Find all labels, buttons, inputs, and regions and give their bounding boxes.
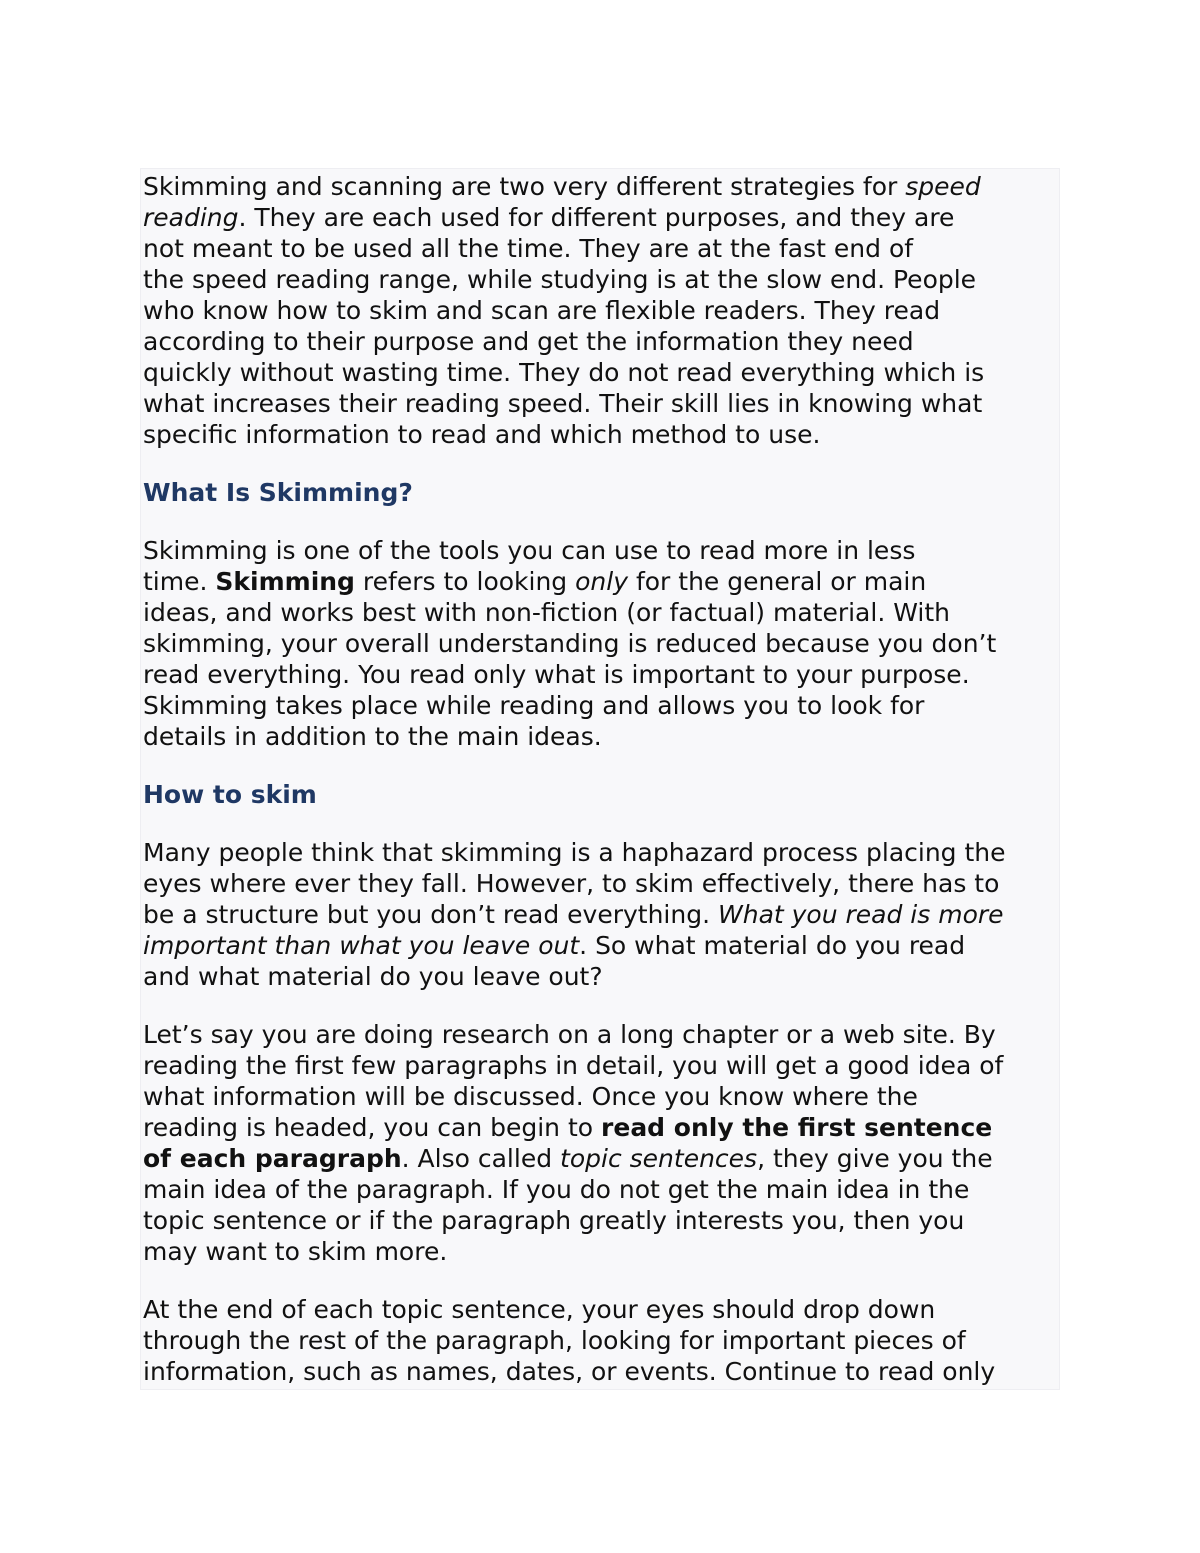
emphasis-text: important than what you leave out: [143, 931, 580, 960]
text-line: ideas, and works best with non-fiction (or factual) material. With: [143, 598, 950, 627]
text-line: information, such as names, dates, or events. Continue to read only: [143, 1357, 996, 1386]
text-line: the speed reading range, while studying is at the slow end. People: [143, 265, 977, 294]
text-line: Skimming and scanning are two very different strategies for speed: [143, 172, 981, 201]
text-line: through the rest of the paragraph, looking for important pieces of: [143, 1326, 966, 1355]
paragraph-skimming-definition: [143, 535, 1055, 752]
text-line: what increases their reading speed. Their skill lies in knowing what: [143, 389, 983, 418]
text-line: quickly without wasting time. They do not read everything which is: [143, 358, 985, 387]
paragraph-intro: [143, 171, 1055, 450]
text-line: time. Skimming refers to looking only for the general or main: [143, 567, 927, 596]
text-line: reading. They are each used for different purposes, and they are: [143, 203, 955, 232]
text-line: read everything. You read only what is important to your purpose.: [143, 660, 970, 689]
text-line: not meant to be used all the time. They are at the fast end of: [143, 234, 914, 263]
text-line: who know how to skim and scan are flexible readers. They read: [143, 296, 941, 325]
text-line: specific information to read and which method to use.: [143, 420, 821, 449]
text-line: Skimming is one of the tools you can use to read more in less: [143, 536, 916, 565]
text-line: Many people think that skimming is a haphazard process placing the: [143, 838, 1006, 867]
heading-what-is-skimming: What Is Skimming?: [143, 478, 413, 507]
text-line: be a structure but you don’t read everything. What you read is more: [143, 900, 1004, 929]
text-line: skimming, your overall understanding is reduced because you don’t: [143, 629, 997, 658]
text-line: At the end of each topic sentence, your eyes should drop down: [143, 1295, 936, 1324]
text-line: Let’s say you are doing research on a long chapter or a web site. By: [143, 1020, 996, 1049]
heading-how-to-skim: How to skim: [143, 780, 317, 809]
paragraph-skim-structure: [143, 837, 1055, 992]
paragraph-research-example: [143, 1019, 1055, 1267]
emphasis-text: speed: [905, 172, 981, 201]
text-line: and what material do you leave out?: [143, 962, 603, 991]
text-line: eyes where ever they fall. However, to skim effectively, there has to: [143, 869, 1000, 898]
text-line: may want to skim more.: [143, 1237, 448, 1266]
emphasis-text: only: [575, 567, 629, 596]
text-line: main idea of the paragraph. If you do not get the main idea in the: [143, 1175, 970, 1204]
text-line: details in addition to the main ideas.: [143, 722, 602, 751]
paragraph-topic-sentence: [143, 1294, 1055, 1387]
bold-text: read only the first sentence: [601, 1113, 993, 1142]
text-line: topic sentence or if the paragraph greatly interests you, then you: [143, 1206, 965, 1235]
text-line: of each paragraph. Also called topic sentences, they give you the: [143, 1144, 993, 1173]
text-line: reading is headed, you can begin to read only the first sentence: [143, 1113, 993, 1142]
text-line: according to their purpose and get the information they need: [143, 327, 914, 356]
text-line: what information will be discussed. Once you know where the: [143, 1082, 918, 1111]
emphasis-text: reading: [143, 203, 239, 232]
bold-text: Skimming: [215, 567, 355, 596]
text-line: Skimming takes place while reading and allows you to look for: [143, 691, 925, 720]
emphasis-text: topic sentences: [560, 1144, 758, 1173]
text-line: important than what you leave out. So what material do you read: [143, 931, 966, 960]
emphasis-text: What you read is more: [718, 900, 1004, 929]
bold-text: of each paragraph: [143, 1144, 402, 1173]
text-line: reading the first few paragraphs in detail, you will get a good idea of: [143, 1051, 1004, 1080]
document-body: [140, 168, 1060, 1390]
